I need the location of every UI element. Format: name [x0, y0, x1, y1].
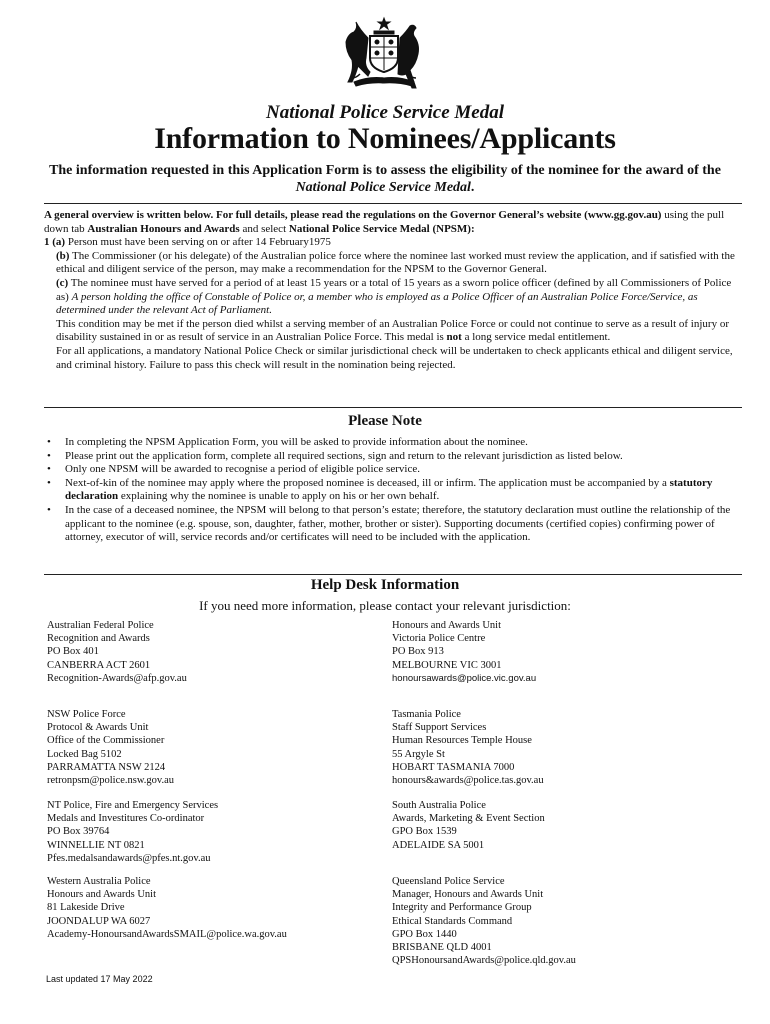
address-line: NT Police, Fire and Emergency Services [47, 800, 219, 811]
last-updated: Last updated 17 May 2022 [46, 974, 153, 984]
condition-emphasis: not [446, 331, 462, 344]
please-note-heading: Please Note [348, 413, 422, 429]
email-link[interactable]: honours&awards@police.tas.gov.au [392, 775, 544, 787]
address-wa [47, 875, 377, 941]
list-item [44, 463, 744, 477]
email-link[interactable]: Pfes.medalsandawards@pfes.nt.gov.au [47, 852, 211, 864]
bullet: • [47, 503, 51, 516]
address-line: 81 Lakeside Drive [47, 902, 125, 914]
note-emphasis: statutory declaration [65, 476, 713, 503]
address-sa [392, 799, 722, 852]
email-link[interactable]: honoursawards@police.vic.gov.au [392, 672, 537, 684]
address-line: PO Box 401 [47, 646, 99, 658]
list-item [44, 504, 744, 545]
intro-statement [40, 162, 730, 196]
intro-period: . [470, 180, 475, 195]
divider [44, 203, 742, 204]
address-line: ADELAIDE SA 5001 [392, 839, 485, 851]
condition-text-end: a long service medal entitlement. [461, 331, 611, 344]
address-nsw [47, 708, 377, 787]
address-line: Victoria Police Centre [392, 633, 486, 645]
address-line: Queensland Police Service [392, 876, 505, 887]
criterion-b-text: The Commissioner (or his delegate) of the Australian police force where the nominee last worked must review the application, and if satisfied with the ethical and diligent service of the person, may make a recommendation for the NPSM to the Governor General. [56, 249, 735, 276]
bullet: • [47, 476, 51, 489]
overview-tab-name: Australian Honours and Awards [87, 222, 240, 235]
note-text-end: explaining why the nominee is unable to apply on his or her own behalf. [118, 490, 440, 503]
address-line: PO Box 913 [392, 646, 444, 658]
address-line: WINNELLIE NT 0821 [47, 839, 145, 851]
note-text: In completing the NPSM Application Form, you will be asked to provide information about the nominee. [65, 436, 528, 448]
address-line: NSW Police Force [47, 709, 126, 720]
email-link[interactable]: Recognition-Awards@afp.gov.au [47, 672, 187, 684]
address-nt [47, 799, 377, 865]
help-desk-heading: Help Desk Information [310, 577, 460, 593]
address-line: GPO Box 1539 [392, 826, 457, 838]
address-line: Ethical Standards Command [392, 915, 513, 927]
overview-lead-text: using the pull down tab [44, 209, 725, 235]
address-line: BRISBANE QLD 4001 [392, 942, 492, 954]
overview-medal-name: National Police Service Medal (NPSM): [288, 222, 475, 235]
criterion-a-text: Person must have been serving on or after 14 February1975 [65, 236, 331, 249]
address-line: Western Australia Police [47, 876, 151, 887]
address-line: Honours and Awards Unit [392, 620, 501, 631]
email-link[interactable]: QPSHonoursandAwards@police.qld.gov.au [392, 955, 576, 967]
address-line: 55 Argyle St [392, 748, 445, 760]
condition-text: This condition may be met if the person died whilst a serving member of an Australian Police Force or could not continue to serve as a result of injury or disability sustained in or as result of service in an Australian Police Force. This medal is [56, 317, 729, 344]
criterion-c-label: (c) [56, 276, 69, 289]
bullet: • [47, 436, 51, 448]
criterion-a-label: 1 (a) [44, 236, 66, 249]
address-line: Manager, Honours and Awards Unit [392, 889, 544, 901]
address-line: Locked Bag 5102 [47, 748, 122, 760]
address-qld [392, 875, 722, 967]
address-line: JOONDALUP WA 6027 [47, 915, 151, 927]
address-line: Staff Support Services [392, 722, 487, 734]
overview-lead: A general overview is written below. For full details, please read the regulations on the Governor General’s website (www.gg.gov.au) [44, 209, 662, 221]
address-line: Medals and Investitures Co-ordinator [47, 813, 205, 825]
intro-text: The information requested in this Application Form is to assess the eligibility of the nominee for the award of the [49, 163, 721, 178]
help-desk-intro: If you need more information, please contact your relevant jurisdiction: [199, 598, 571, 613]
address-line: CANBERRA ACT 2601 [47, 659, 151, 671]
list-item [44, 477, 744, 504]
address-line: Office of the Commissioner [47, 735, 165, 747]
criterion-c-text: The nominee must have served for a period of at least 15 years or a total of 15 years as a sworn police officer (defined by all Commissioners of Police as) [56, 276, 732, 303]
list-item [44, 436, 744, 450]
bullet: • [47, 449, 51, 462]
email-link[interactable]: retronpsm@police.nsw.gov.au [47, 775, 174, 787]
general-overview [44, 209, 744, 372]
divider [44, 407, 742, 408]
note-text: In the case of a deceased nominee, the NPSM will belong to that person’s estate; therefore, the statutory declaration must outline the relationship of the applicant to the nominee (e.g. spouse, son, daughter, father, mother, brother or sister). Supporting documents (certified copies) confirming power of attorney, executor of will, service records and/or certificates will need to be included with the application. [65, 503, 731, 544]
note-text: Next-of-kin of the nominee may apply where the proposed nominee is deceased, ill or infirm. The application must be accompanied by a [65, 476, 670, 489]
address-vic [392, 619, 722, 685]
criterion-c-definition: A person holding the office of Constable of Police or, a member who is employed as a Police Officer of an Australian Police Force/Service, as determined under the relevant Act of Parliament. [56, 290, 698, 317]
address-line: Integrity and Performance Group [392, 902, 532, 914]
address-line: South Australia Police [392, 800, 486, 811]
medal-subtitle: National Police Service Medal [266, 102, 504, 123]
address-line: Australian Federal Police [47, 620, 154, 631]
note-text: Please print out the application form, complete all required sections, sign and return to the relevant jurisdiction as listed below. [65, 449, 623, 462]
address-tas [392, 708, 722, 787]
address-line: Honours and Awards Unit [47, 889, 156, 901]
page-title: Information to Nominees/Applicants [154, 122, 616, 155]
address-line: GPO Box 1440 [392, 928, 457, 940]
coat-of-arms-crest [334, 16, 434, 96]
police-check-text: For all applications, a mandatory National Police Check or similar jurisdictional check will be undertaken to check applicants ethical and diligent service, and criminal history. Failure to pass this check will result in the nomination being rejected. [56, 344, 733, 371]
criterion-b-label: (b) [56, 249, 70, 262]
address-line: Awards, Marketing & Event Section [392, 813, 545, 825]
address-line: HOBART TASMANIA 7000 [392, 761, 515, 773]
email-link[interactable]: Academy-HonoursandAwardsSMAIL@police.wa.gov.au [47, 928, 287, 940]
note-text: Only one NPSM will be awarded to recognise a period of eligible police service. [65, 463, 420, 476]
address-afp [47, 619, 377, 685]
intro-medal-name: National Police Service Medal [295, 180, 471, 195]
address-line: Recognition and Awards [47, 633, 150, 645]
address-line: PARRAMATTA NSW 2124 [47, 761, 166, 773]
list-item [44, 450, 744, 464]
overview-select-text: and select [239, 222, 289, 235]
address-line: Tasmania Police [392, 709, 461, 720]
address-line: Human Resources Temple House [392, 735, 532, 747]
please-note-list [44, 436, 744, 545]
address-line: MELBOURNE VIC 3001 [392, 659, 502, 671]
bullet: • [47, 463, 51, 476]
divider [44, 574, 742, 575]
address-line: Protocol & Awards Unit [47, 722, 149, 734]
address-line: PO Box 39764 [47, 826, 110, 838]
